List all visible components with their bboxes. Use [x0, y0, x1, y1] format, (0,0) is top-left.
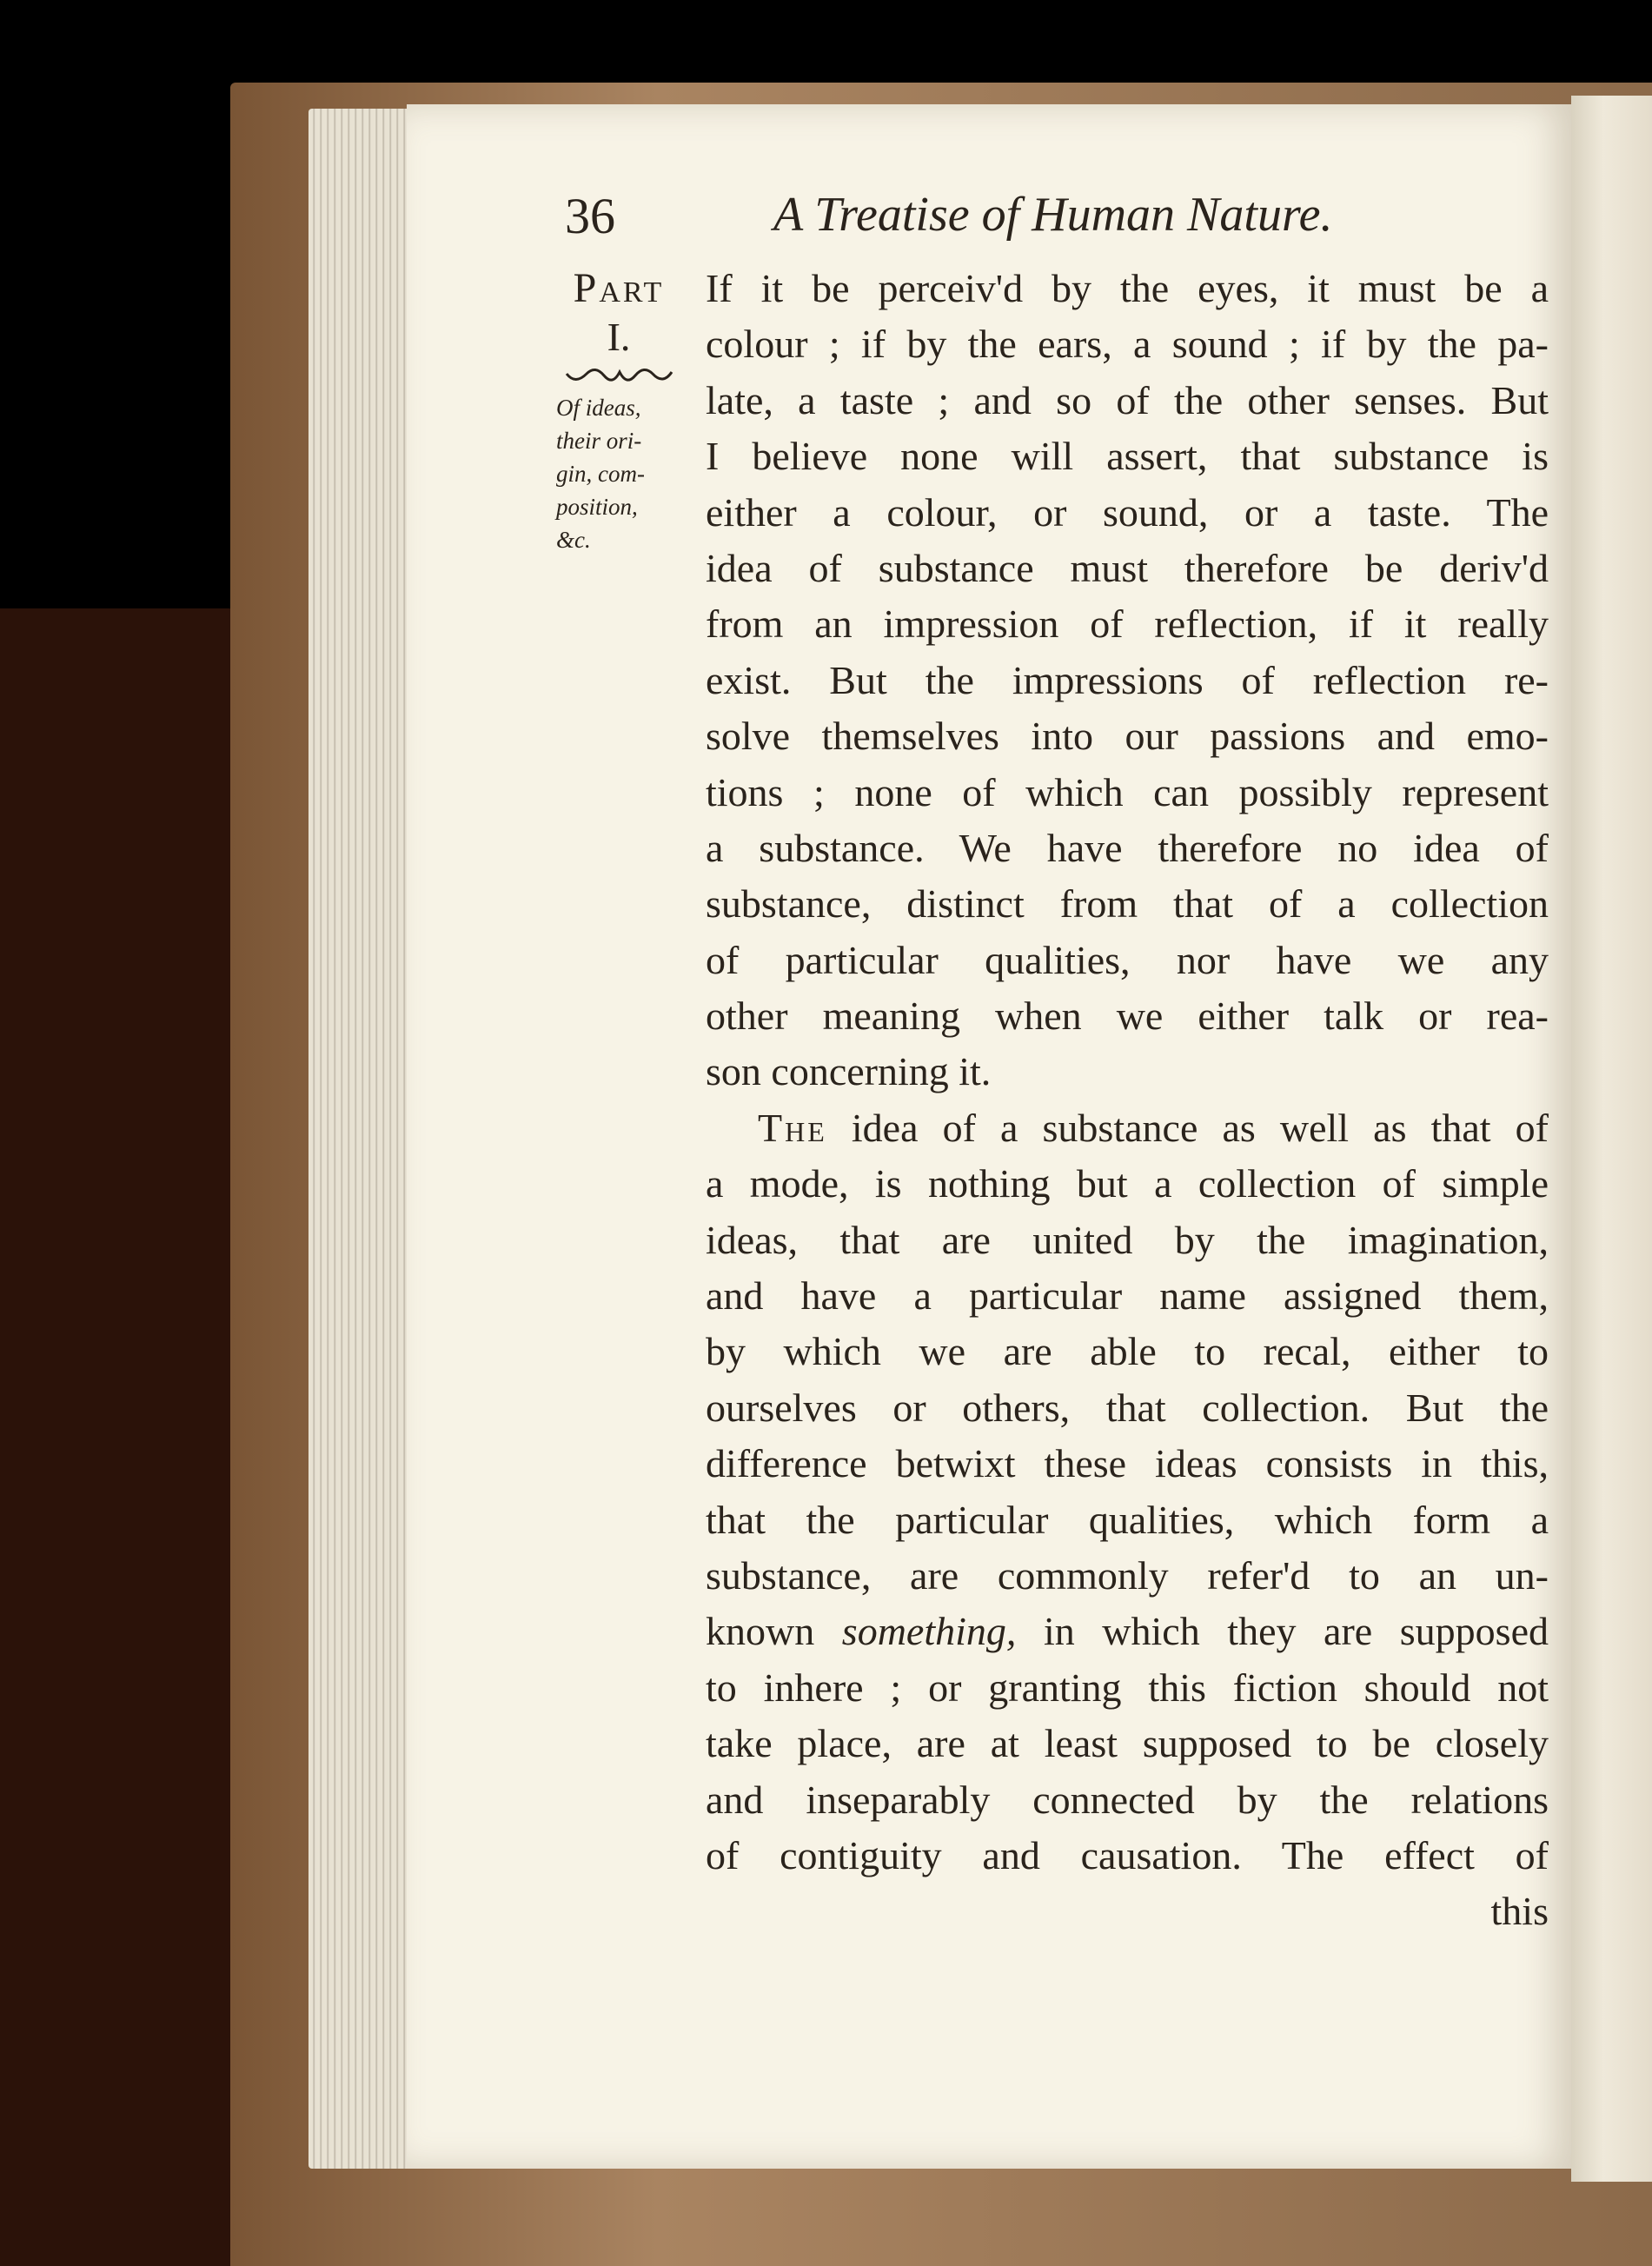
running-title: A Treatise of Human Nature.	[773, 188, 1333, 242]
italic-word: something,	[841, 1609, 1017, 1654]
text-line: exist. But the impressions of reflection re-	[706, 657, 1549, 702]
page-edges	[309, 109, 408, 2169]
text-line: and have a particular name assigned them,	[706, 1273, 1549, 1319]
text-line: ourselves or others, that collection. But the	[706, 1385, 1549, 1430]
part-numeral: I.	[607, 315, 631, 359]
part-label: Part	[573, 265, 665, 311]
facing-page-edge	[1571, 96, 1652, 2182]
text-word: known	[706, 1609, 815, 1654]
margin-note-line: their ori-	[556, 428, 642, 454]
text-word: in which they are supposed	[1043, 1609, 1549, 1654]
text-line: idea of substance must therefore be deriv'd	[706, 545, 1549, 590]
text-line: substance, are commonly refer'd to an un-	[706, 1552, 1549, 1598]
margin-note-line: gin, com-	[556, 461, 645, 487]
margin-note-line: position,	[556, 494, 638, 520]
text-line-with-italic	[706, 1604, 1549, 1659]
text-line: that the particular qualities, which form a	[706, 1497, 1549, 1542]
text-line: tions ; none of which can possibly represent	[706, 769, 1549, 814]
text-line: other meaning when we either talk or rea-	[706, 993, 1549, 1039]
text-line: and inseparably connected by the relations	[706, 1777, 1549, 1822]
margin-note-line: &c.	[556, 527, 591, 553]
text-line: colour ; if by the ears, a sound ; if by the pa-	[706, 322, 1549, 367]
text-line: solve themselves into our passions and emo-	[706, 714, 1549, 759]
text-line: son concerning it.	[706, 1049, 992, 1094]
ornament-icon	[562, 363, 675, 389]
text-line: to inhere ; or granting this fiction should not	[706, 1665, 1549, 1710]
text-line: I believe none will assert, that substance is	[706, 434, 1549, 479]
text-line: a mode, is nothing but a collection of simple	[706, 1161, 1549, 1206]
text-line: late, a taste ; and so of the other senses. But	[706, 377, 1549, 422]
catchword: this	[1490, 1889, 1549, 1934]
text-line: substance, distinct from that of a collection	[706, 881, 1549, 927]
text-line: of particular qualities, nor have we any	[706, 937, 1549, 982]
text-line: If it be perceiv'd by the eyes, it must be a	[706, 266, 1549, 310]
body-text	[706, 261, 1549, 1940]
text-line: take place, are at least supposed to be closely	[706, 1721, 1549, 1766]
paragraph-first-rest: idea of a substance as well as that of	[851, 1105, 1549, 1150]
text-line: from an impression of reflection, if it really	[706, 601, 1549, 647]
margin-note-line: Of ideas,	[556, 395, 641, 421]
text-line: by which we are able to recal, either to	[706, 1329, 1549, 1374]
text-line: ideas, that are united by the imagination,	[706, 1217, 1549, 1262]
margin-part-heading	[549, 264, 688, 389]
page-number: 36	[565, 188, 615, 244]
text-line: difference betwixt these ideas consists in this,	[706, 1441, 1549, 1486]
text-line: a substance. We have therefore no idea of	[706, 825, 1549, 870]
page-header	[565, 187, 1564, 256]
paragraph-opening-line	[706, 1100, 1549, 1156]
margin-note	[556, 391, 678, 556]
text-line: of contiguity and causation. The effect of	[706, 1832, 1549, 1877]
text-line: either a colour, or sound, or a taste. The	[706, 489, 1549, 535]
paragraph-first-word: The	[758, 1105, 827, 1150]
